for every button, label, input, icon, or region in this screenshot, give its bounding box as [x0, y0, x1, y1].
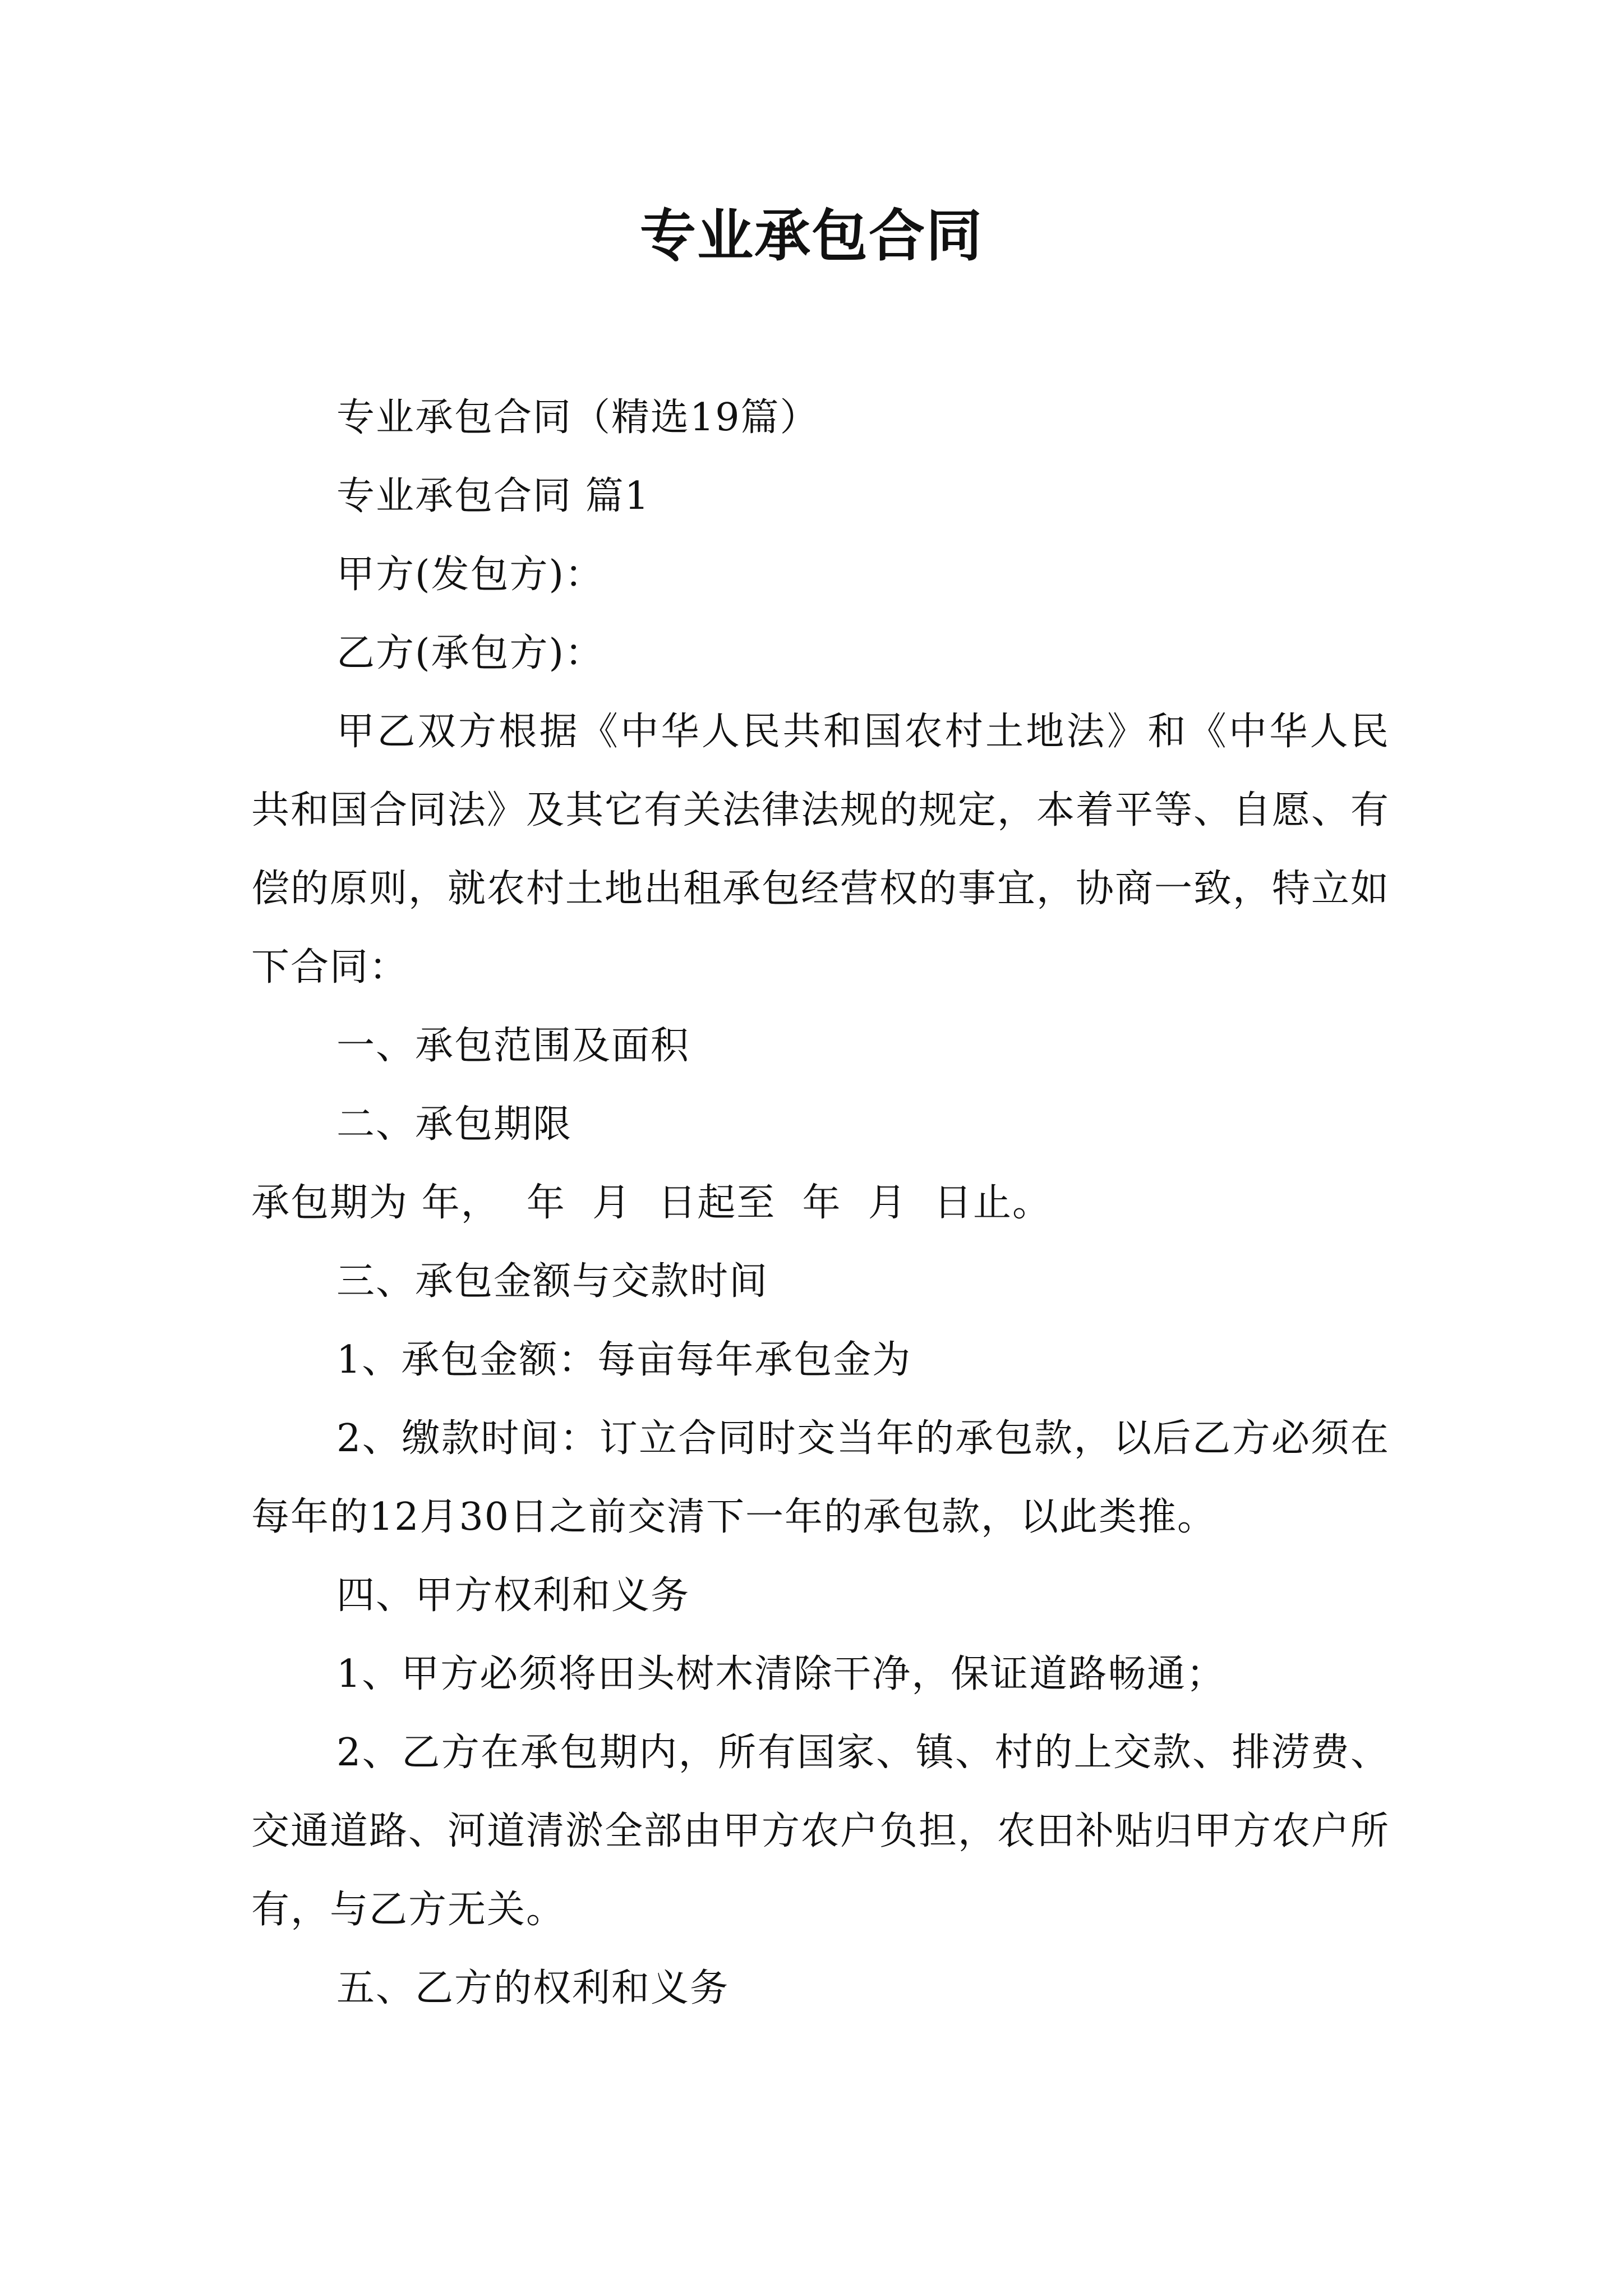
paragraph-party-a-duty-1: 1、甲方必须将田头树木清除干净，保证道路畅通； — [336, 1652, 1226, 1696]
paragraph-party-a-duty-2: 2、乙方在承包期内，所有国家、镇、村的上交款、排涝费、交通道路、河道清淤全部由甲方农户负担，农田补贴归甲方农户所有，与乙方无关。 — [251, 1731, 1390, 1932]
paragraph-party-b: 乙方(承包方)： — [336, 631, 605, 675]
paragraph-term: 承包期为 年， 年 月 日起至 年 月 日止。 — [251, 1181, 1052, 1225]
paragraph-party-a: 甲方(发包方)： — [336, 553, 605, 597]
paragraph-subtitle: 专业承包合同（精选19篇） — [336, 395, 819, 440]
paragraph-payment-time: 2、缴款时间：订立合同时交当年的承包款，以后乙方必须在每年的12月30日之前交清下一年的承包款，以此类推。 — [251, 1416, 1390, 1539]
paragraph-amount: 1、承包金额：每亩每年承包金为 — [336, 1338, 912, 1382]
paragraph-section-4: 四、甲方权利和义务 — [336, 1573, 690, 1618]
document-title: 专业承包合同 — [640, 203, 983, 269]
document-body — [251, 379, 1390, 2028]
paragraph-section-3: 三、承包金额与交款时间 — [336, 1259, 769, 1304]
paragraph-section-1: 一、承包范围及面积 — [336, 1024, 690, 1068]
paragraph-section-5: 五、乙方的权利和义务 — [336, 1966, 730, 2010]
paragraph-preamble: 甲乙双方根据《中华人民共和国农村土地法》和《中华人民共和国合同法》及其它有关法律法规的规定，本着平等、自愿、有偿的原则，就农村土地出租承包经营权的事宜，协商一致，特立如下合同： — [251, 710, 1390, 990]
paragraph-section-2: 二、承包期限 — [336, 1102, 573, 1147]
paragraph-article-heading: 专业承包合同 篇1 — [336, 474, 650, 518]
